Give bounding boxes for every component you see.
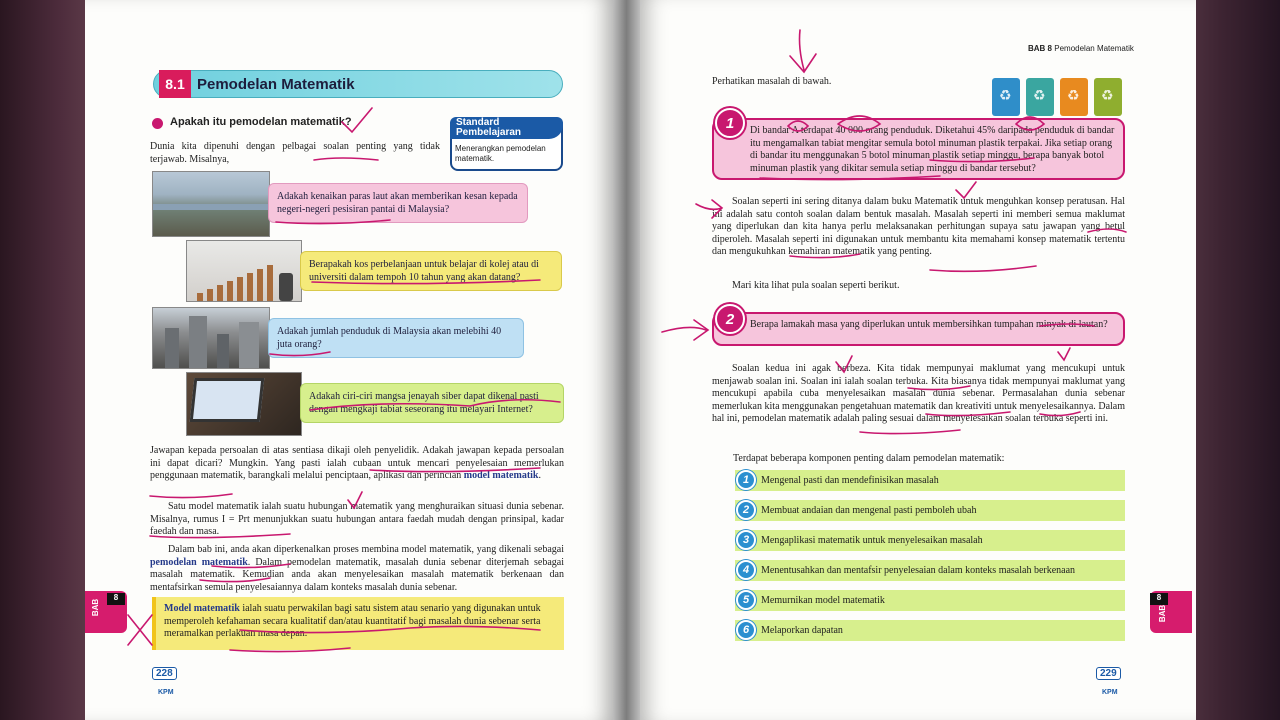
chapter-tab-right [1150, 591, 1192, 633]
paragraph-problem-type: Soalan seperti ini sering ditanya dalam buku Matematik untuk menguhkan konsep peratusan. Hal ini adalah satu contoh soalan dalam bentuk masalah. Masalah seperti ini memberi semua maklumat yang diperlukan dan kita hanya perlu melaksanakan perhitungan supaya satu jawapan yang betul diperoleh. Masalah seperti ini digunakan untuk membantu kita memahami konsep matematik tertentu dan mengukuhkan kemahiran matematik yang penting. [712, 196, 1125, 258]
component-item: Mengenal pasti dan mendefinisikan masalah [735, 470, 1125, 491]
laptop-screen [190, 378, 265, 422]
paragraph-answers-text: Jawapan kepada persoalan di atas sentiasa dikaji oleh penyelidik. Adakah jawapan kepada persoalan ini dapat dicari? Mungkin. Yang pasti ialah cubaan untuk mencari penyelesaian memerlukan penggunaan matematik, barangkali melalui penciptaan, aplikasi dan perincian [150, 445, 564, 482]
chapter-title: Pemodelan Matematik [1054, 44, 1134, 53]
chapter-label: BAB 8 [1028, 44, 1053, 53]
standard-text: Menerangkan pemodelan matematik. [455, 144, 546, 163]
problem-prompt: Perhatikan masalah di bawah. [712, 76, 832, 87]
paragraph-modelling-text-b: . Dalam pemodelan matematik, masalah dunia sebenar diterjemah sebagai masalah matematik. Kemudian anda akan menyelesaikan masalah matematik berkenaan dan mentafsirkan semula penyelesaiannya dalam konteks masalah dunia sebenar. [150, 556, 564, 593]
chapter-tab-number: 8 [1150, 593, 1168, 605]
paragraph-model: Satu model matematik ialah suatu hubungan matematik yang menghuraikan situasi dunia sebenar. Misalnya, rumus I = Prt menunjukkan suatu hubungan antara faedah mudah dengan prinsipal, kadar faedah dan masa. [150, 501, 564, 538]
component-number: 1 [736, 470, 756, 490]
component-item: Melaporkan dapatan [735, 620, 1125, 641]
city-skyline-image [152, 307, 270, 369]
component-number: 3 [736, 530, 756, 550]
paragraph-modelling [150, 544, 564, 594]
component-number: 2 [736, 500, 756, 520]
paragraph-modelling-text-a: Dalam bab ini, anda akan diperkenalkan proses membina model matematik, yang dikenali sebagai [168, 544, 564, 555]
problem-2-number: 2 [715, 304, 745, 334]
term-pemodelan-matematik: pemodelan matematik [150, 556, 248, 568]
component-number: 4 [736, 560, 756, 580]
standard-heading: Standard Pembelajaran [450, 117, 563, 139]
right-background-edge [1196, 0, 1280, 720]
paragraph-answers: Jawapan kepada persoalan di atas sentiasa dikaji oleh penyelidik. Adakah jawapan kepada persoalan ini dapat dicari? Mungkin. Yang pasti ialah cubaan untuk mencari penyelesaian memerlukan penggunaan matematik, barangkali melalui penciptaan, aplikasi dan perincian model matematik. [150, 445, 564, 482]
page-footer-left [152, 663, 177, 699]
component-item: Menentusahkan dan mentafsir penyelesaian dalam konteks masalah berkenaan [735, 560, 1125, 581]
component-item: Memurnikan model matematik [735, 590, 1125, 611]
problem-1-box: Di bandar A terdapat 40 000 orang penduduk. Diketahui 45% daripada penduduk di bandar itu mengamalkan tabiat mengitar semula botol minuman plastik terpakai. Jika setiap orang di bandar itu menggunakan 5 botol minuman plastik setiap minggu, berapa banyak botol minuman plastik yang dikitar semula setiap minggu di bandar tersebut? [712, 118, 1125, 180]
paragraph-next: Mari kita lihat pula soalan seperti berikut. [732, 280, 900, 291]
problem-2-box: Berapa lamakah masa yang diperlukan untuk membersihkan tumpahan minyak di lautan? [712, 312, 1125, 346]
page-footer-right [1096, 663, 1121, 699]
chapter-tab-label: BAB [91, 598, 101, 617]
components-intro: Terdapat beberapa komponen penting dalam pemodelan matematik: [733, 453, 1005, 464]
component-number: 5 [736, 590, 756, 610]
page-number-left: 228 [152, 667, 177, 680]
coins-graduation-image [186, 240, 302, 302]
problem-1-number: 1 [715, 108, 745, 138]
paragraph-open-question: Soalan kedua ini agak berbeza. Kita tidak mempunyai maklumat yang mencukupi untuk menjawab soalan ini. Soalan ini ialah soalan terbuka. Kita biasanya tidak mempunyai maklumat yang mencukupi apabila cuba menyelesaikan masalah dunia sebenar. Permasalahan dunia sebenar memerlukan kita menggunakan pengetahuan matematik dan kreativiti untuk menyelesaikannya. Dalam hal ini, pemodelan matematik adalah paling sesuai dalam menyelesaikan soalan terbuka seperti ini. [712, 363, 1125, 425]
intro-text: Dunia kita dipenuhi dengan pelbagai soalan penting yang tidak terjawab. Misalnya, [150, 141, 440, 165]
component-number: 6 [736, 620, 756, 640]
definition-term: Model matematik [164, 603, 240, 614]
term-model-matematik: model matematik [463, 470, 539, 482]
coastline-image [152, 171, 270, 237]
callout-population: Adakah jumlah penduduk di Malaysia akan melebihi 40 juta orang? [268, 318, 524, 358]
callout-cybercrime: Adakah ciri-ciri mangsa jenayah siber dapat dikenal pasti dengan mengkaji tabiat seseorang itu melayari Internet? [300, 383, 564, 423]
section-title: Pemodelan Matematik [197, 76, 355, 93]
question-heading: Apakah itu pemodelan matematik? [170, 116, 352, 128]
page-number-right: 229 [1096, 667, 1121, 680]
callout-sea-level: Adakah kenaikan paras laut akan memberikan kesan kepada negeri-negeri pesisiran pantai di Malaysia? [268, 183, 528, 223]
definition-box [152, 597, 564, 650]
book-gutter [613, 0, 640, 720]
left-background-edge [0, 0, 85, 720]
publisher-logo-left: KPM [158, 689, 174, 696]
component-item: Mengaplikasi matematik untuk menyelesaikan masalah [735, 530, 1125, 551]
chapter-tab-left [85, 591, 127, 633]
section-number: 8.1 [159, 70, 191, 98]
chapter-tab-number: 8 [107, 593, 125, 605]
chapter-tab-label: BAB [1158, 604, 1168, 623]
component-item: Membuat andaian dan mengenal pasti pemboleh ubah [735, 500, 1125, 521]
definition-text: ialah suatu perwakilan bagi satu sistem atau senario yang digunakan untuk memperoleh kefahaman secara kualitatif dan/atau kuantitatif bagi masalah dunia sebenar serta meramalkan perlakuan masa depan. [164, 603, 541, 640]
publisher-logo-right: KPM [1102, 689, 1118, 696]
bullet-icon [152, 118, 163, 129]
callout-study-cost: Berapakah kos perbelanjaan untuk belajar di kolej atau di universiti dalam tempoh 10 tahun yang akan datang? [300, 251, 562, 291]
recycle-bin-icon [986, 40, 1126, 116]
